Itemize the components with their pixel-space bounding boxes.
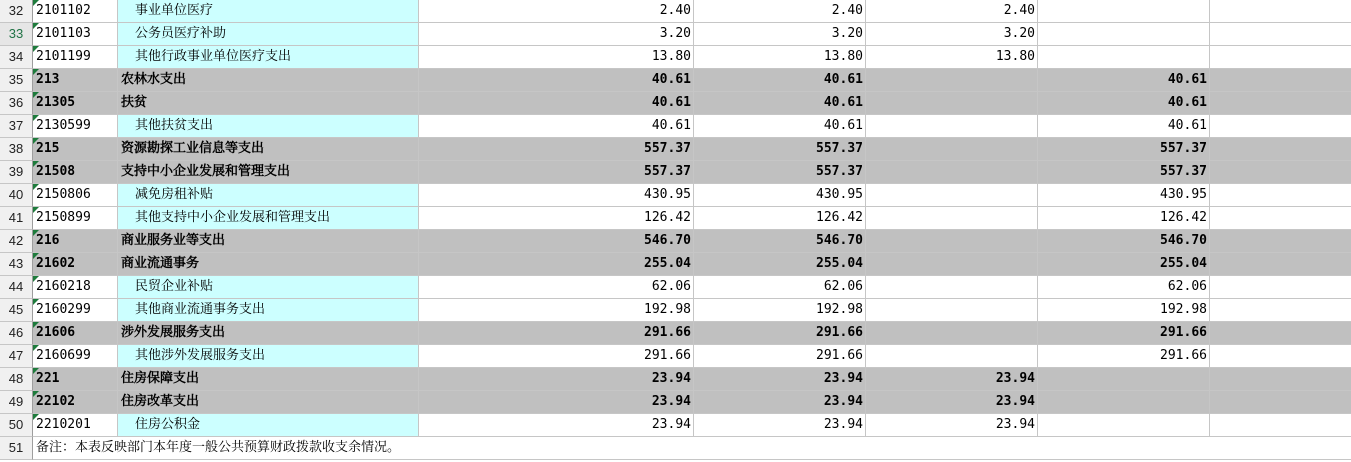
name-cell[interactable]: 商业流通事务	[118, 253, 419, 276]
value-cell-2[interactable]: 2.40	[694, 0, 866, 23]
value-cell-1[interactable]: 13.80	[419, 46, 694, 69]
empty-cell[interactable]	[1210, 345, 1351, 368]
value-cell-4[interactable]	[1038, 46, 1210, 69]
code-text: 2101199	[36, 49, 91, 64]
value-cell-3[interactable]	[866, 138, 1038, 161]
table-row	[0, 0, 1351, 23]
name-cell[interactable]: 其他行政事业单位医疗支出	[118, 46, 419, 69]
value-cell-3[interactable]	[866, 345, 1038, 368]
code-cell[interactable]	[33, 276, 118, 299]
code-text: 21606	[36, 325, 76, 340]
code-text: 216	[36, 233, 60, 248]
value-cell-1[interactable]: 557.37	[419, 161, 694, 184]
name-cell[interactable]: 民贸企业补贴	[118, 276, 419, 299]
value-cell-1[interactable]: 255.04	[419, 253, 694, 276]
error-indicator-icon	[33, 23, 39, 29]
row-header[interactable]: 37	[0, 115, 33, 138]
table-row	[0, 345, 1351, 368]
code-cell[interactable]	[33, 161, 118, 184]
value-cell-3[interactable]	[866, 230, 1038, 253]
table-row	[0, 368, 1351, 391]
row-header[interactable]: 33	[0, 23, 33, 46]
value-cell-2[interactable]: 291.66	[694, 322, 866, 345]
value-cell-2[interactable]: 40.61	[694, 115, 866, 138]
value-cell-4[interactable]	[1038, 0, 1210, 23]
error-indicator-icon	[33, 414, 39, 420]
value-cell-2[interactable]: 23.94	[694, 414, 866, 437]
code-text: 2160299	[36, 302, 91, 317]
code-cell[interactable]	[33, 69, 118, 92]
code-text: 21602	[36, 256, 76, 271]
code-text: 22102	[36, 394, 76, 409]
table-row	[0, 391, 1351, 414]
table-row	[0, 207, 1351, 230]
code-text: 215	[36, 141, 60, 156]
name-cell[interactable]: 住房公积金	[118, 414, 419, 437]
value-cell-4[interactable]: 40.61	[1038, 92, 1210, 115]
row-header[interactable]: 45	[0, 299, 33, 322]
empty-cell[interactable]	[1210, 184, 1351, 207]
code-cell[interactable]	[33, 345, 118, 368]
value-cell-1[interactable]: 546.70	[419, 230, 694, 253]
value-cell-1[interactable]: 291.66	[419, 345, 694, 368]
value-cell-1[interactable]: 2.40	[419, 0, 694, 23]
note-cell[interactable]: 备注：本表反映部门本年度一般公共预算财政拨款收支余情况。	[33, 437, 1351, 460]
value-cell-3[interactable]: 23.94	[866, 414, 1038, 437]
empty-cell[interactable]	[1210, 253, 1351, 276]
value-cell-3[interactable]	[866, 322, 1038, 345]
value-cell-3[interactable]: 23.94	[866, 368, 1038, 391]
value-cell-1[interactable]: 62.06	[419, 276, 694, 299]
empty-cell[interactable]	[1210, 115, 1351, 138]
name-cell[interactable]: 涉外发展服务支出	[118, 322, 419, 345]
row-header[interactable]: 35	[0, 69, 33, 92]
code-cell[interactable]	[33, 368, 118, 391]
error-indicator-icon	[33, 368, 39, 374]
code-text: 2210201	[36, 417, 91, 432]
error-indicator-icon	[33, 92, 39, 98]
value-cell-4[interactable]: 291.66	[1038, 345, 1210, 368]
value-cell-4[interactable]: 546.70	[1038, 230, 1210, 253]
code-text: 213	[36, 72, 60, 87]
code-text: 2150806	[36, 187, 91, 202]
table-row	[0, 92, 1351, 115]
value-cell-3[interactable]	[866, 92, 1038, 115]
value-cell-4[interactable]: 62.06	[1038, 276, 1210, 299]
error-indicator-icon	[33, 276, 39, 282]
code-text: 221	[36, 371, 60, 386]
value-cell-2[interactable]: 23.94	[694, 368, 866, 391]
value-cell-2[interactable]: 126.42	[694, 207, 866, 230]
error-indicator-icon	[33, 0, 39, 6]
code-cell[interactable]	[33, 138, 118, 161]
table-row	[0, 138, 1351, 161]
note-row	[0, 437, 1351, 460]
code-cell[interactable]	[33, 115, 118, 138]
empty-cell[interactable]	[1210, 0, 1351, 23]
table-row	[0, 414, 1351, 437]
value-cell-2[interactable]: 557.37	[694, 138, 866, 161]
error-indicator-icon	[33, 391, 39, 397]
empty-cell[interactable]	[1210, 69, 1351, 92]
table-row	[0, 184, 1351, 207]
value-cell-1[interactable]: 126.42	[419, 207, 694, 230]
empty-cell[interactable]	[1210, 368, 1351, 391]
value-cell-3[interactable]	[866, 276, 1038, 299]
value-cell-4[interactable]	[1038, 368, 1210, 391]
value-cell-3[interactable]	[866, 161, 1038, 184]
name-cell[interactable]: 事业单位医疗	[118, 0, 419, 23]
code-cell[interactable]	[33, 184, 118, 207]
error-indicator-icon	[33, 115, 39, 121]
error-indicator-icon	[33, 69, 39, 75]
value-cell-1[interactable]: 192.98	[419, 299, 694, 322]
value-cell-1[interactable]: 3.20	[419, 23, 694, 46]
value-cell-2[interactable]: 13.80	[694, 46, 866, 69]
code-cell[interactable]	[33, 92, 118, 115]
code-text: 2101102	[36, 3, 91, 18]
value-cell-3[interactable]	[866, 207, 1038, 230]
code-cell[interactable]	[33, 0, 118, 23]
value-cell-2[interactable]: 291.66	[694, 345, 866, 368]
empty-cell[interactable]	[1210, 391, 1351, 414]
row-header[interactable]: 43	[0, 253, 33, 276]
table-row	[0, 69, 1351, 92]
name-cell[interactable]: 减免房租补贴	[118, 184, 419, 207]
row-header[interactable]: 50	[0, 414, 33, 437]
row-header[interactable]: 40	[0, 184, 33, 207]
value-cell-1[interactable]: 23.94	[419, 368, 694, 391]
row-header[interactable]: 51	[0, 437, 33, 460]
name-cell[interactable]: 其他商业流通事务支出	[118, 299, 419, 322]
table-row	[0, 299, 1351, 322]
table-row	[0, 115, 1351, 138]
name-cell[interactable]: 公务员医疗补助	[118, 23, 419, 46]
code-text: 2130599	[36, 118, 91, 133]
code-cell[interactable]	[33, 230, 118, 253]
value-cell-2[interactable]: 40.61	[694, 92, 866, 115]
value-cell-4[interactable]	[1038, 414, 1210, 437]
name-cell[interactable]: 其他扶贫支出	[118, 115, 419, 138]
code-text: 2160218	[36, 279, 91, 294]
value-cell-2[interactable]: 3.20	[694, 23, 866, 46]
value-cell-4[interactable]: 126.42	[1038, 207, 1210, 230]
value-cell-2[interactable]: 255.04	[694, 253, 866, 276]
value-cell-4[interactable]	[1038, 391, 1210, 414]
value-cell-4[interactable]: 557.37	[1038, 161, 1210, 184]
empty-cell[interactable]	[1210, 23, 1351, 46]
code-cell[interactable]	[33, 23, 118, 46]
empty-cell[interactable]	[1210, 322, 1351, 345]
error-indicator-icon	[33, 253, 39, 259]
name-cell[interactable]: 其他涉外发展服务支出	[118, 345, 419, 368]
value-cell-3[interactable]	[866, 253, 1038, 276]
error-indicator-icon	[33, 161, 39, 167]
row-header[interactable]: 39	[0, 161, 33, 184]
empty-cell[interactable]	[1210, 161, 1351, 184]
value-cell-3[interactable]: 2.40	[866, 0, 1038, 23]
empty-cell[interactable]	[1210, 138, 1351, 161]
error-indicator-icon	[33, 299, 39, 305]
name-cell[interactable]: 支持中小企业发展和管理支出	[118, 161, 419, 184]
value-cell-1[interactable]: 40.61	[419, 69, 694, 92]
row-header[interactable]: 47	[0, 345, 33, 368]
row-header[interactable]: 36	[0, 92, 33, 115]
row-header[interactable]: 38	[0, 138, 33, 161]
value-cell-1[interactable]: 40.61	[419, 92, 694, 115]
name-cell[interactable]: 资源勘探工业信息等支出	[118, 138, 419, 161]
table-row	[0, 161, 1351, 184]
value-cell-4[interactable]: 40.61	[1038, 69, 1210, 92]
row-header[interactable]: 46	[0, 322, 33, 345]
row-header[interactable]: 41	[0, 207, 33, 230]
error-indicator-icon	[33, 230, 39, 236]
empty-cell[interactable]	[1210, 299, 1351, 322]
name-cell[interactable]: 住房保障支出	[118, 368, 419, 391]
empty-cell[interactable]	[1210, 207, 1351, 230]
value-cell-2[interactable]: 430.95	[694, 184, 866, 207]
error-indicator-icon	[33, 46, 39, 52]
code-text: 2160699	[36, 348, 91, 363]
value-cell-4[interactable]: 192.98	[1038, 299, 1210, 322]
row-header[interactable]: 42	[0, 230, 33, 253]
value-cell-3[interactable]	[866, 115, 1038, 138]
value-cell-1[interactable]: 23.94	[419, 391, 694, 414]
code-cell[interactable]	[33, 46, 118, 69]
row-header[interactable]: 48	[0, 368, 33, 391]
row-header[interactable]: 34	[0, 46, 33, 69]
value-cell-1[interactable]: 430.95	[419, 184, 694, 207]
value-cell-2[interactable]: 62.06	[694, 276, 866, 299]
code-cell[interactable]	[33, 207, 118, 230]
value-cell-3[interactable]	[866, 184, 1038, 207]
empty-cell[interactable]	[1210, 230, 1351, 253]
value-cell-1[interactable]: 23.94	[419, 414, 694, 437]
code-text: 21508	[36, 164, 76, 179]
value-cell-4[interactable]: 557.37	[1038, 138, 1210, 161]
value-cell-2[interactable]: 40.61	[694, 69, 866, 92]
value-cell-4[interactable]: 40.61	[1038, 115, 1210, 138]
code-cell[interactable]	[33, 253, 118, 276]
empty-cell[interactable]	[1210, 92, 1351, 115]
value-cell-3[interactable]: 13.80	[866, 46, 1038, 69]
name-cell[interactable]: 住房改革支出	[118, 391, 419, 414]
value-cell-3[interactable]: 3.20	[866, 23, 1038, 46]
table-row	[0, 23, 1351, 46]
error-indicator-icon	[33, 322, 39, 328]
code-text: 21305	[36, 95, 76, 110]
value-cell-4[interactable]: 430.95	[1038, 184, 1210, 207]
value-cell-2[interactable]: 23.94	[694, 391, 866, 414]
row-header[interactable]: 49	[0, 391, 33, 414]
empty-cell[interactable]	[1210, 276, 1351, 299]
row-header[interactable]: 32	[0, 0, 33, 23]
name-cell[interactable]: 农林水支出	[118, 69, 419, 92]
empty-cell[interactable]	[1210, 46, 1351, 69]
row-header[interactable]: 44	[0, 276, 33, 299]
code-cell[interactable]	[33, 299, 118, 322]
code-cell[interactable]	[33, 391, 118, 414]
error-indicator-icon	[33, 184, 39, 190]
value-cell-4[interactable]: 291.66	[1038, 322, 1210, 345]
table-row	[0, 253, 1351, 276]
error-indicator-icon	[33, 207, 39, 213]
table-row	[0, 230, 1351, 253]
value-cell-4[interactable]	[1038, 23, 1210, 46]
value-cell-3[interactable]	[866, 299, 1038, 322]
code-cell[interactable]	[33, 414, 118, 437]
value-cell-3[interactable]: 23.94	[866, 391, 1038, 414]
code-text: 2101103	[36, 26, 91, 41]
name-cell[interactable]: 扶贫	[118, 92, 419, 115]
empty-cell[interactable]	[1210, 414, 1351, 437]
code-cell[interactable]	[33, 322, 118, 345]
value-cell-2[interactable]: 557.37	[694, 161, 866, 184]
value-cell-4[interactable]: 255.04	[1038, 253, 1210, 276]
value-cell-2[interactable]: 192.98	[694, 299, 866, 322]
table-row	[0, 322, 1351, 345]
error-indicator-icon	[33, 138, 39, 144]
name-cell[interactable]: 商业服务业等支出	[118, 230, 419, 253]
value-cell-1[interactable]: 557.37	[419, 138, 694, 161]
value-cell-3[interactable]	[866, 69, 1038, 92]
error-indicator-icon	[33, 345, 39, 351]
value-cell-1[interactable]: 291.66	[419, 322, 694, 345]
table-row	[0, 276, 1351, 299]
name-cell[interactable]: 其他支持中小企业发展和管理支出	[118, 207, 419, 230]
table-row	[0, 46, 1351, 69]
value-cell-1[interactable]: 40.61	[419, 115, 694, 138]
value-cell-2[interactable]: 546.70	[694, 230, 866, 253]
code-text: 2150899	[36, 210, 91, 225]
